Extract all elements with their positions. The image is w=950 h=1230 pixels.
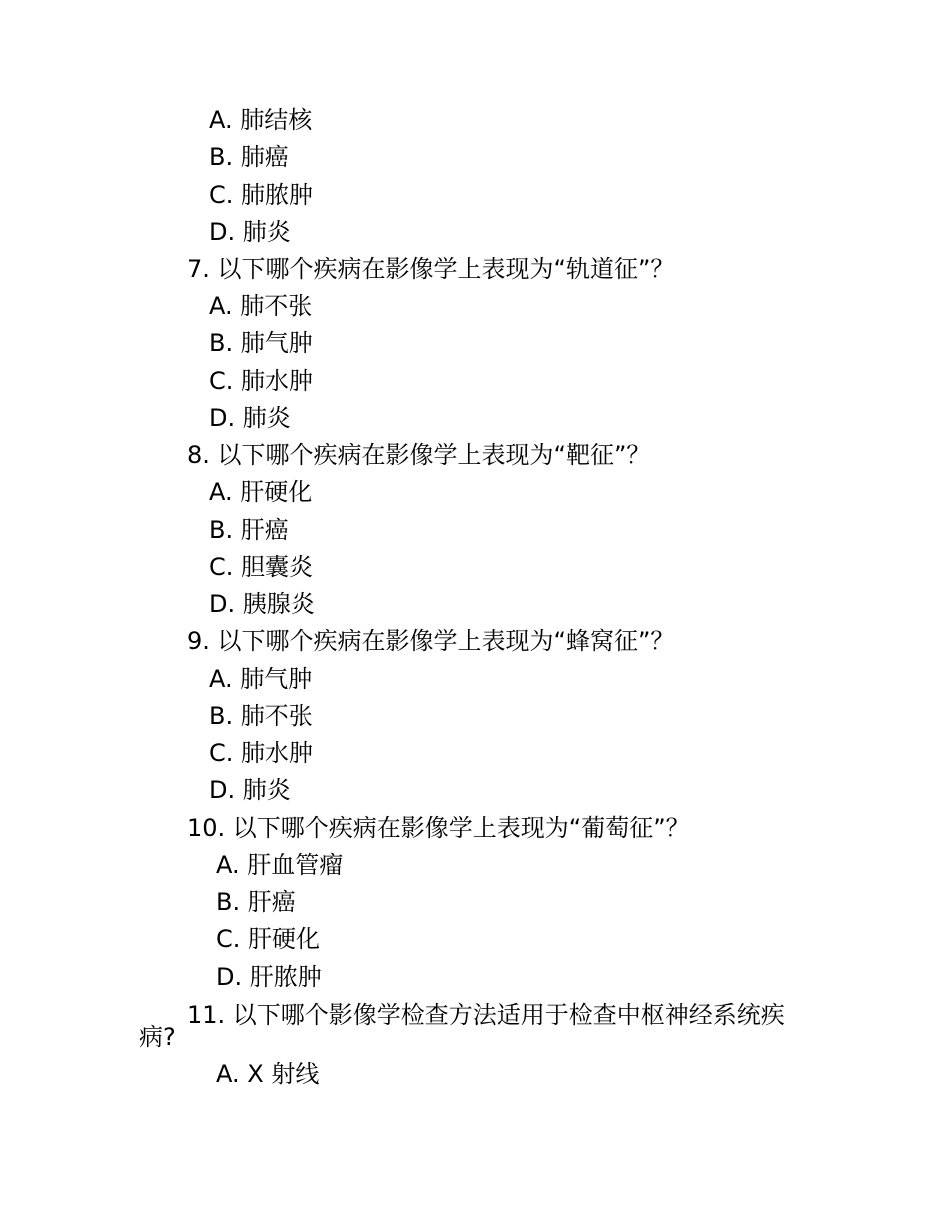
q10-option-c: C. 肝硬化 <box>216 925 321 953</box>
q7-option-d: D. 肺炎 <box>209 404 291 432</box>
q8-option-c: C. 胆囊炎 <box>209 553 314 581</box>
q10-option-d: D. 肝脓肿 <box>216 963 322 991</box>
q7-option-a: A. 肺不张 <box>209 292 313 320</box>
q9-option-b: B. 肺不张 <box>209 702 313 730</box>
q8-option-a: A. 肝硬化 <box>209 478 313 506</box>
q7-question: 7. 以下哪个疾病在影像学上表现为“轨道征”？ <box>187 255 675 283</box>
q6-option-b: B. 肺癌 <box>209 143 289 171</box>
q8-option-d: D. 胰腺炎 <box>209 590 315 618</box>
q11-question-line1: 11. 以下哪个影像学检查方法适用于检查中枢神经系统疾 <box>187 1001 785 1029</box>
q11-option-a: A. X 射线 <box>216 1060 320 1088</box>
q9-option-c: C. 肺水肿 <box>209 739 314 767</box>
q9-option-d: D. 肺炎 <box>209 776 291 804</box>
q10-option-b: B. 肝癌 <box>216 888 296 916</box>
q9-option-a: A. 肺气肿 <box>209 665 313 693</box>
q8-question: 8. 以下哪个疾病在影像学上表现为“靶征”？ <box>187 441 651 469</box>
q6-option-a: A. 肺结核 <box>209 106 313 134</box>
q10-question: 10. 以下哪个疾病在影像学上表现为“葡萄征”？ <box>187 814 690 842</box>
q9-question: 9. 以下哪个疾病在影像学上表现为“蜂窝征”？ <box>187 627 675 655</box>
q6-option-c: C. 肺脓肿 <box>209 181 314 209</box>
q10-option-a: A. 肝血管瘤 <box>216 851 344 879</box>
q11-question-line2: 病? <box>139 1023 176 1051</box>
q7-option-c: C. 肺水肿 <box>209 367 314 395</box>
q6-option-d: D. 肺炎 <box>209 218 291 246</box>
q7-option-b: B. 肺气肿 <box>209 329 313 357</box>
q8-option-b: B. 肝癌 <box>209 516 289 544</box>
